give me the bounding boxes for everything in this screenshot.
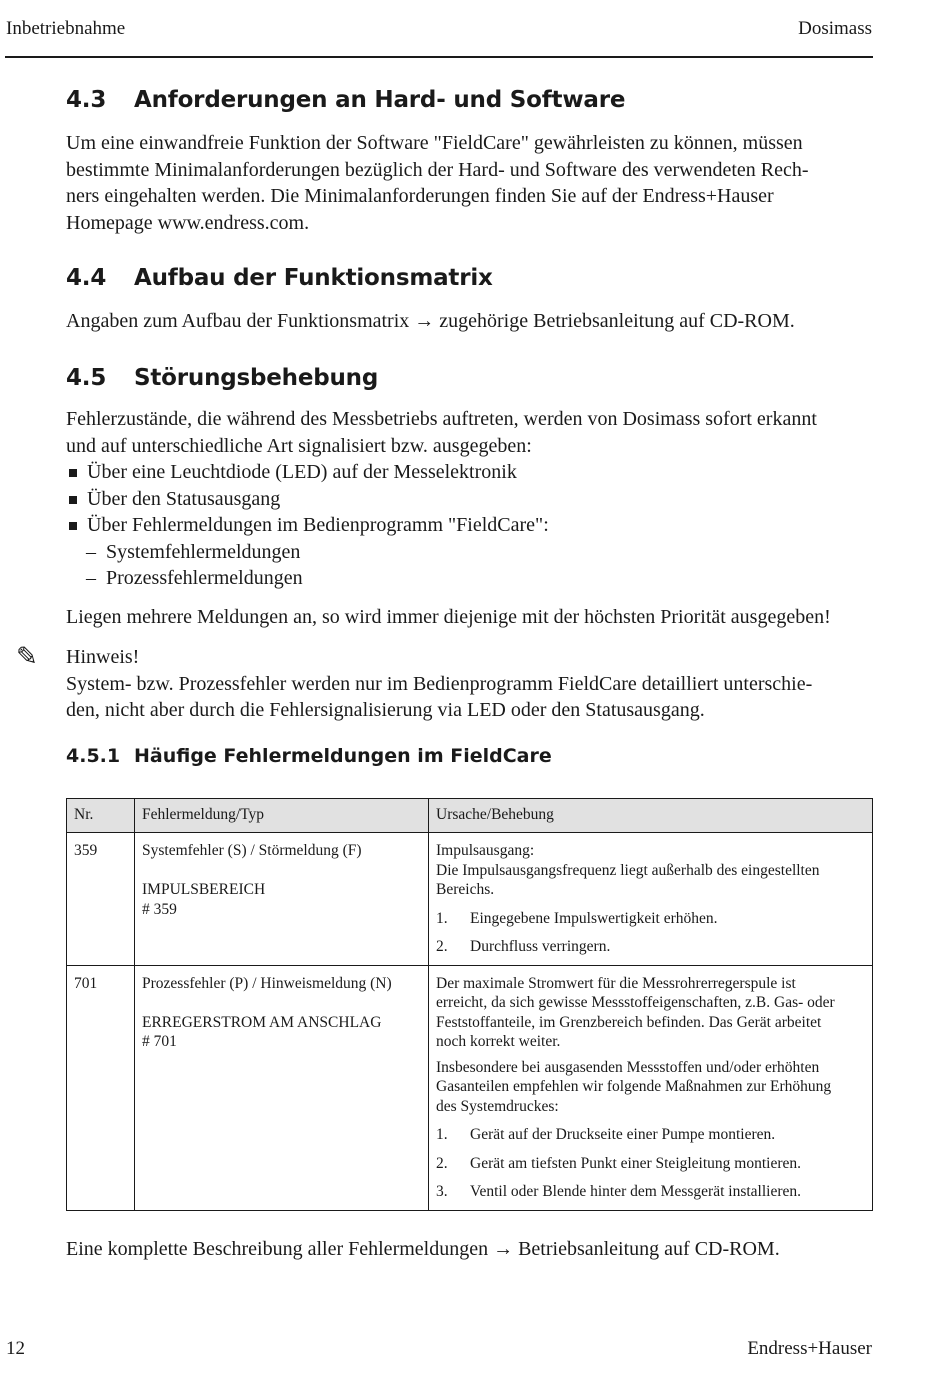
remedy-steps: [436, 909, 865, 957]
sub-list-item-text: Systemfehlermeldungen: [106, 540, 301, 563]
cause-line: Insbesondere bei ausgasenden Messstoffen und/oder erhöhten: [436, 1058, 820, 1076]
pencil-icon: ✎: [16, 642, 38, 671]
paragraph-line: bestimmte Minimalanforderungen bezüglich der Hard- und Software des verwendeten Rech-: [66, 158, 809, 181]
error-type-cell: [135, 833, 429, 966]
error-hash: # 359: [142, 900, 177, 918]
error-code: ERREGERSTROM AM ANSCHLAG: [142, 1013, 382, 1031]
closing-paragraph: Eine komplette Beschreibung aller Fehlermeldungen → Betriebsanleitung auf CD-ROM.: [66, 1238, 780, 1260]
table-row: [67, 965, 873, 1210]
bullet-list: [66, 459, 874, 539]
cause-cell: [429, 833, 873, 966]
cause-line: Bereichs.: [436, 881, 495, 898]
step-number: 1.: [436, 909, 448, 927]
paragraph-line: Homepage www.endress.com.: [66, 211, 310, 234]
subsection-heading-4-5-1: [66, 742, 552, 770]
square-bullet-icon: [69, 469, 77, 477]
spacer: [142, 861, 421, 881]
remedy-steps: [436, 1125, 865, 1202]
header-divider: [5, 56, 873, 58]
sub-list-item: [66, 539, 874, 566]
table-row: [67, 833, 873, 966]
dash-marker: –: [86, 540, 96, 563]
paragraph-line: ners eingehalten werden. Die Minimalanforderungen finden Sie auf der Endress+Hauser: [66, 185, 774, 207]
section-4-4-paragraph: Angaben zum Aufbau der Funktionsmatrix → zugehörige Betriebsanleitung auf CD-ROM.: [66, 310, 795, 332]
list-item: [66, 512, 874, 539]
section-heading-4-5: [66, 362, 378, 394]
note-line: den, nicht aber durch die Fehlersignalisierung via LED oder den Statusausgang.: [66, 699, 705, 721]
page-number: 12: [6, 1338, 25, 1359]
cause-line: Impulsausgang:: [436, 842, 535, 859]
section-title: Häufige Fehlermeldungen im FieldCare: [134, 745, 552, 767]
column-header-cause: Ursache/Behebung: [429, 799, 873, 833]
list-item: [66, 486, 874, 513]
error-type: Prozessfehler (P) / Hinweismeldung (N): [142, 974, 392, 992]
dash-marker: –: [86, 567, 96, 589]
cause-line: Die Impulsausgangsfrequenz liegt außerhalb des eingestellten: [436, 861, 820, 879]
list-item-text: Über den Statusausgang: [87, 487, 281, 510]
table-header-row: [67, 799, 873, 833]
section-title: Aufbau der Funktionsmatrix: [134, 265, 493, 291]
error-code: IMPULSBEREICH: [142, 881, 266, 898]
remedy-step: [436, 1125, 865, 1145]
paragraph-line: Um eine einwandfreie Funktion der Software "FieldCare" gewährleisten zu können, müssen: [66, 132, 803, 154]
running-header-left: Inbetriebnahme: [6, 18, 126, 39]
priority-paragraph: Liegen mehrere Meldungen an, so wird immer diejenige mit der höchsten Priorität ausgegeben!: [66, 606, 831, 628]
section-heading-4-3: [66, 84, 625, 116]
remedy-step: [436, 1154, 865, 1174]
step-text: Gerät auf der Druckseite einer Pumpe montieren.: [470, 1126, 776, 1143]
cause-line: Gasanteilen empfehlen wir folgende Maßnahmen zur Erhöhung: [436, 1078, 832, 1095]
cause-cell: [429, 965, 873, 1210]
cause-paragraph-2: [436, 1058, 865, 1117]
error-type: Systemfehler (S) / Störmeldung (F): [142, 842, 362, 859]
cause-line: noch korrekt weiter.: [436, 1033, 561, 1050]
section-number: 4.5: [66, 365, 107, 391]
step-text: Durchfluss verringern.: [470, 938, 611, 955]
list-item-text: Über Fehlermeldungen im Bedienprogramm "FieldCare":: [87, 514, 549, 536]
sub-list: [66, 539, 874, 592]
cause-line: Der maximale Stromwert für die Messrohrerregerspule ist: [436, 974, 796, 992]
square-bullet-icon: [69, 522, 77, 530]
section-4-5-body: [66, 406, 874, 592]
running-header-right: Dosimass: [798, 18, 872, 39]
list-item: [66, 459, 874, 486]
step-number: 2.: [436, 938, 448, 955]
section-number: 4.5.1: [66, 745, 121, 767]
note-block: [66, 644, 866, 724]
section-title: Störungsbehebung: [134, 365, 379, 391]
error-type-cell: [135, 965, 429, 1210]
column-header-type: Fehlermeldung/Typ: [135, 799, 429, 833]
note-title: Hinweis!: [66, 646, 140, 668]
error-number: 359: [67, 833, 135, 966]
step-number: 3.: [436, 1183, 448, 1200]
spacer: [142, 993, 421, 1013]
remedy-step: [436, 937, 865, 957]
cause-line: erreicht, da sich gewisse Messstoffeigenschaften, z.B. Gas- oder: [436, 994, 835, 1011]
section-number: 4.3: [66, 87, 107, 113]
step-text: Eingegebene Impulswertigkeit erhöhen.: [470, 909, 718, 927]
error-hash: # 701: [142, 1033, 177, 1050]
error-messages-table: [66, 798, 873, 1211]
column-header-nr: Nr.: [67, 799, 135, 833]
footer-brand: Endress+Hauser: [747, 1338, 872, 1359]
step-number: 1.: [436, 1126, 448, 1143]
cause-line: Feststoffanteile, im Grenzbereich befinden. Das Gerät arbeitet: [436, 1013, 822, 1031]
paragraph-line: Fehlerzustände, die während des Messbetriebs auftreten, werden von Dosimass sofort erkannt: [66, 408, 817, 430]
remedy-step: [436, 909, 865, 929]
list-item-text: Über eine Leuchtdiode (LED) auf der Messelektronik: [87, 461, 517, 483]
sub-list-item: [66, 565, 874, 592]
section-number: 4.4: [66, 265, 107, 291]
error-number: 701: [67, 965, 135, 1210]
note-line: System- bzw. Prozessfehler werden nur im Bedienprogramm FieldCare detailliert unterschie-: [66, 672, 813, 695]
section-title: Anforderungen an Hard- und Software: [134, 87, 626, 113]
step-text: Ventil oder Blende hinter dem Messgerät installieren.: [470, 1183, 802, 1200]
section-heading-4-4: [66, 262, 493, 294]
paragraph-line: und auf unterschiedliche Art signalisiert bzw. ausgegeben:: [66, 434, 532, 457]
remedy-step: [436, 1182, 865, 1202]
square-bullet-icon: [69, 496, 77, 504]
section-4-3-paragraph: [66, 130, 871, 236]
sub-list-item-text: Prozessfehlermeldungen: [106, 567, 303, 589]
cause-line: des Systemdruckes:: [436, 1097, 559, 1115]
step-number: 2.: [436, 1154, 448, 1172]
step-text: Gerät am tiefsten Punkt einer Steigleitung montieren.: [470, 1154, 802, 1172]
